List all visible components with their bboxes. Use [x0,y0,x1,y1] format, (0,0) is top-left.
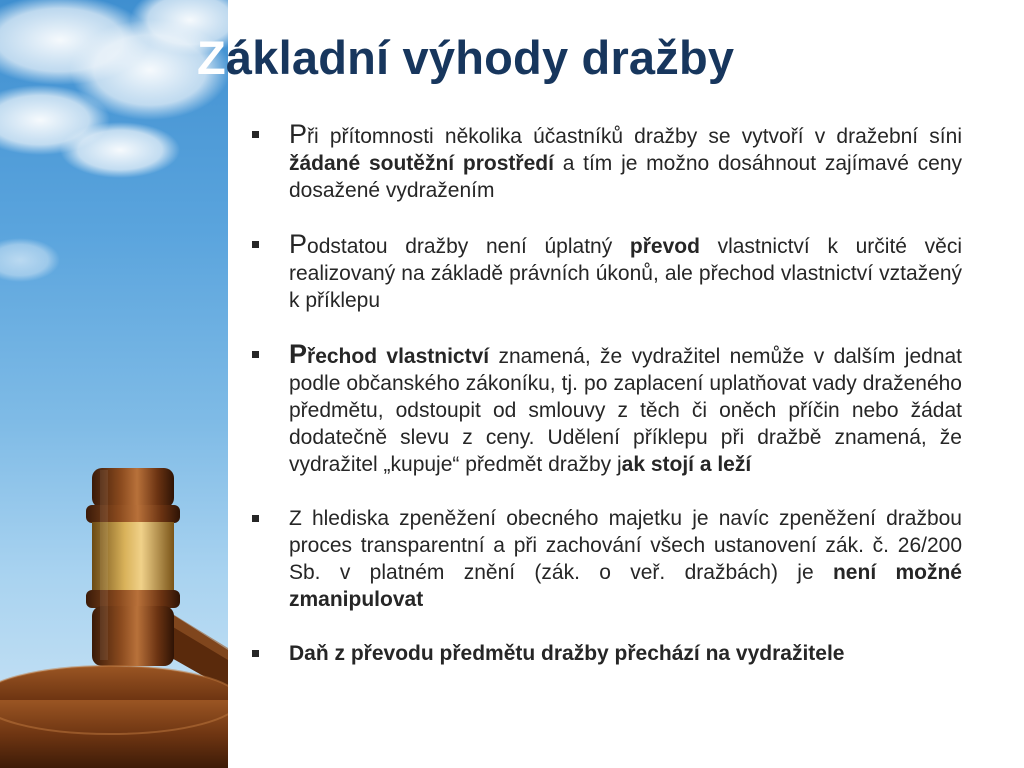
bullet-bold-text: není možné zmanipulovat [289,561,962,611]
bullet-bold-text: žádané soutěžní prostředí [289,152,554,175]
bullet-item-2 [252,231,962,314]
page-title [197,28,734,88]
bullet-text: vlastnictví k určité věci realizovaný na základě právních úkonů, ale přechod vlastnictví vztažený k příklepu [289,235,962,312]
bullet-square-icon [252,351,259,358]
gavel-head [86,468,180,666]
bullet-lead-letter: P [289,229,308,259]
bullet-item-5 [252,640,962,667]
title-first-letter: Z [197,31,226,84]
bullet-text: Z hlediska zpeněžení obecného majetku je navíc zpeněžení dražbou proces transparentní a při zachování všech ustanovení zák. č. 26/200 Sb. v platném znění (zák. o veř. dražbách) je [289,507,962,584]
clouds [0,0,228,282]
bullet-text: a tím je možno dosáhnout zajímavé ceny dosažené vydražením [289,152,962,202]
bullet-item-3 [252,341,962,478]
sound-block [0,666,228,768]
bullet-bold-text: ak stojí a leží [621,453,752,476]
bullet-square-icon [252,650,259,657]
bullet-bold-text: převod [629,235,700,258]
bullet-square-icon [252,131,259,138]
title-rest: ákladní výhody dražby [225,31,735,84]
bullet-text: odstatou dražby není úplatný [307,235,630,258]
bullet-square-icon [252,515,259,522]
bullet-item-4 [252,505,962,613]
bullet-bold-text: řechod vlastnictví [307,345,490,368]
bullet-lead-letter: P [289,119,308,149]
gavel-illustration [0,0,228,768]
bullet-item-1 [252,121,962,204]
bullet-lead-letter: P [289,339,308,369]
bullet-text: ři přítomnosti několika účastníků dražby se vytvoří v dražební síni [307,125,962,148]
bullet-text: znamená, že vydražitel nemůže v dalším jednat podle občanského zákoníku, tj. po zaplacení uplatňovat vady draženého předmětu, odstoupit od smlouvy z těch či oněch příčin nebo žádat dodatečně slevu z ceny. Udělení příklepu při dražbě znamená, že vydražitel „kupuje“ předmět dražby j [289,345,963,476]
bullet-bold-text: Daň z převodu předmětu dražby přechází na vydražitele [289,642,845,665]
sky-gavel-image [0,0,228,768]
bullet-list [252,121,962,694]
bullet-square-icon [252,241,259,248]
